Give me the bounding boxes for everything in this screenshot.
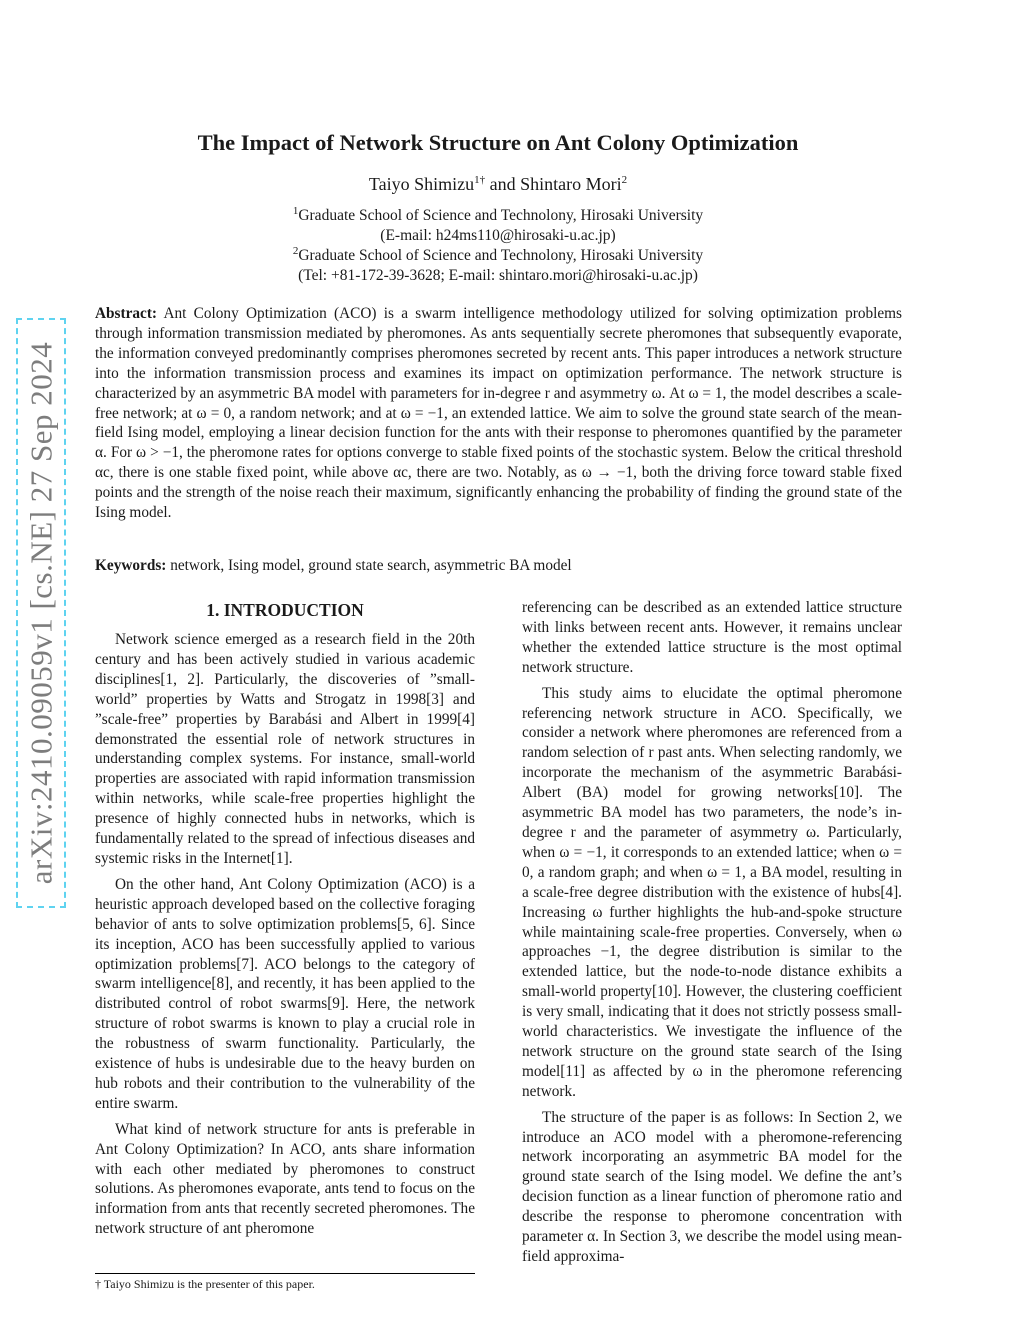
section-heading: 1. INTRODUCTION: [206, 600, 364, 620]
affiliation-contact: (Tel: +81-172-39-3628; E-mail: shintaro.mori@hirosaki-u.ac.jp): [298, 267, 698, 284]
author-name: Taiyo Shimizu: [368, 174, 475, 194]
affiliation-line: [100, 246, 896, 266]
arxiv-identifier: arXiv:2410.09059v1 [cs.NE] 27 Sep 2024: [23, 341, 58, 885]
affiliation-mark: 2: [292, 244, 299, 257]
body-paragraph: The structure of the paper is as follows: In Section 2, we introduce an ACO model with a pheromone-referencing network incorporating an asymmetric BA model for the ground state search of the Ising model. We define the ant’s decision function as a linear function of pheromone ratio and describe the response to pheromone concentration with parameter α. In Section 3, we describe the model using mean-field approxima-: [522, 1108, 902, 1265]
keywords-text: network, Ising model, ground state search, asymmetric BA model: [170, 557, 572, 574]
right-column: [522, 598, 902, 1273]
body-paragraph: This study aims to elucidate the optimal pheromone referencing network structure in ACO. Specifically, we consider a network where pheromones are referenced from a random selection of r past ants. When selecting randomly, we incorporate the mechanism of the asymmetric Barabási-Albert (BA) model for growing networks[10]. The asymmetric BA model has two parameters, the node’s in-degree r and the parameter of asymmetry ω. Particularly, when ω = −1, it corresponds to an extended lattice; when ω = 0, a random graph; and when ω = 1, a BA model, resulting in a scale-free degree distribution with the existence of hubs[4]. Increasing ω further highlights the hub-and-spoke structure while maintaining scale-free properties. Conversely, when ω approaches −1, the degree distribution is similar to the extended lattice, but the node-to-node distance exhibits a small-world property[10]. However, the clustering coefficient is very small, indicating that it does not strictly possess small-world characteristics. We investigate the influence of the network structure on the ground state search of the Ising model[11] as affected by ω in the pheromone referencing network.: [522, 684, 902, 1100]
body-paragraph-continued: referencing can be described as an extended lattice structure with links between recent ants. However, it remains unclear whether the extended lattice structure is the most optimal network structure.: [522, 599, 902, 676]
abstract-label: Abstract:: [95, 305, 158, 322]
affiliation-text: Graduate School of Science and Technolony, Hirosaki University: [298, 247, 704, 264]
body-paragraph: On the other hand, Ant Colony Optimization (ACO) is a heuristic approach developed based on the collective foraging behavior of ants to solve optimization problems[5, 6]. Since its inception, ACO has been successfully applied to various optimization problems[7]. ACO belongs to the category of swarm intelligence[8], and recently, it has been applied to the distributed control of robot swarms[9]. Here, the network structure of robot swarms is known to play a crucial role in the robustness of swarm functionality. Particularly, the existence of hubs is undesirable due to the heavy burden on hub robots and their contribution to the vulnerability of the entire swarm.: [95, 875, 475, 1112]
arxiv-watermark: [16, 318, 66, 908]
affiliation-contact: (E-mail: h24ms110@hirosaki-u.ac.jp): [380, 227, 616, 244]
keywords-label: Keywords:: [95, 557, 167, 574]
keywords: [95, 557, 902, 575]
body-paragraph: Network science emerged as a research field in the 20th century and has been actively studied in various academic disciplines[1, 2]. Particularly, the discoveries of ”small-world” properties by Watts and Strogatz in 1998[3] and ”scale-free” properties by Barabási and Albert in 1999[4] demonstrated the essential role of network structures in understanding complex systems. For instance, small-world properties are associated with rapid information transmission within networks, while scale-free properties highlight the presence of highly connected hubs in networks, which is fundamentally related to the spread of infectious diseases and systemic risks in the Internet[1].: [95, 631, 475, 867]
author-affiliation-mark: 1†: [474, 174, 486, 186]
author-conjunction: and: [485, 174, 521, 194]
author-name: Shintaro Mori: [520, 174, 622, 194]
footnote: † Taiyo Shimizu is the presenter of this paper.: [95, 1277, 315, 1291]
abstract-text: Ant Colony Optimization (ACO) is a swarm intelligence methodology utilized for solving optimization problems through information transmission mediated by pheromones. As ants sequentially secrete pheromones that subsequently evaporate, the information conveyed predominantly comprises pheromones secreted by recent ants. This paper introduces a network structure into the information transmission process and examines its impact on optimization performance. The network structure is characterized by an asymmetric BA model with parameters for in-degree r and asymmetry ω. At ω = 1, the model describes a scale-free network; at ω = 0, a random network; and at ω = −1, an extended lattice. We aim to solve the ground state search of the mean-field Ising model, employing a linear decision function for the ants with their response to pheromones quantified by the parameter α. For ω > −1, the pheromone rates for options converge to stable fixed points of the stochastic system. Below the critical threshold αc, there is one stable fixed point, while above αc, there are two. Notably, as ω → −1, both the driving force toward stable fixed points and the strength of the noise reach their maximum, significantly enhancing the probability of finding the ground state of the Ising model.: [95, 305, 903, 522]
affiliation-line: [100, 206, 896, 226]
left-column: [95, 598, 475, 1245]
paper-title: The Impact of Network Structure on Ant Colony Optimization: [197, 130, 799, 155]
author-line: [100, 174, 896, 195]
affiliations: [100, 206, 896, 286]
footnote-rule: [95, 1273, 475, 1274]
affiliation-mark: 1: [292, 204, 299, 217]
abstract: [95, 304, 902, 523]
author-affiliation-mark: 2: [621, 174, 628, 186]
body-paragraph: What kind of network structure for ants is preferable in Ant Colony Optimization? In ACO, ants share information with each other mediated by pheromones to construct solutions. As pheromones evaporate, ants tend to focus on the information from ants that recently secreted pheromones. The network structure of ant pheromone: [95, 1120, 475, 1238]
affiliation-text: Graduate School of Science and Technolony, Hirosaki University: [298, 207, 704, 224]
